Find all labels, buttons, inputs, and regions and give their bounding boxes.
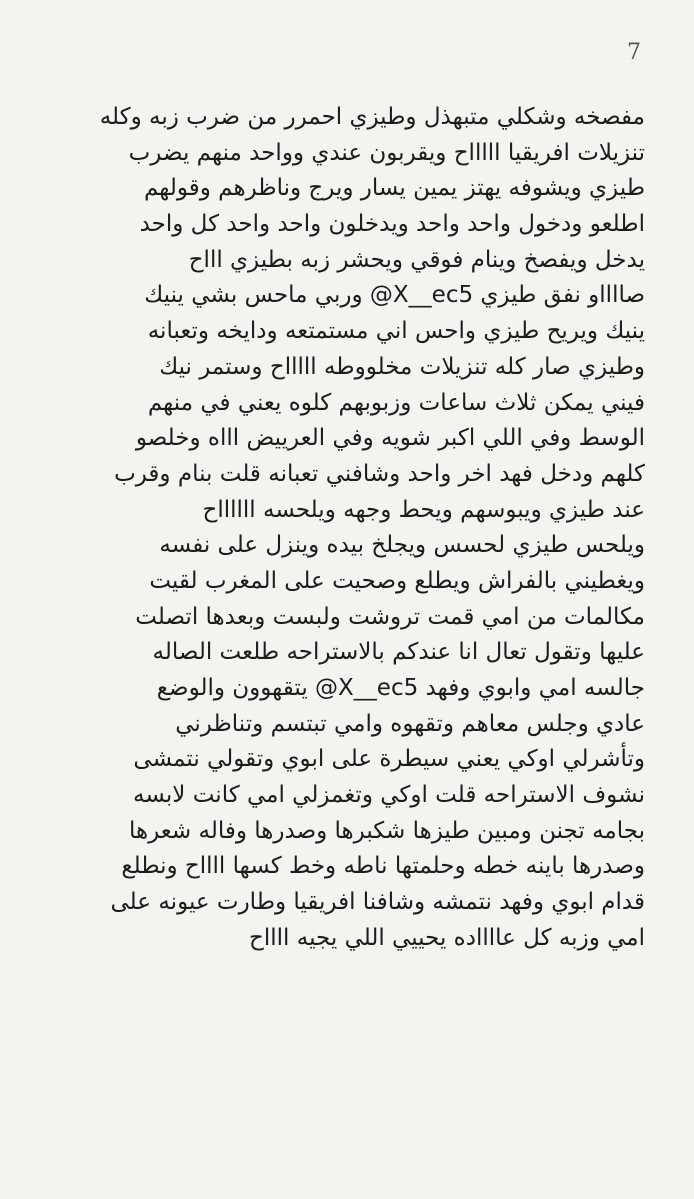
page-number: 7 [627,40,641,65]
text-line: بجامه تجنن ومبين طيزها شكبرها وصدرها وفاله شعرها [128,817,645,844]
text-line: وطيزي صار كله تنزيلات مخلووطه اااااح وستمر نيك [159,353,645,380]
text-line: عند طيزي ويبوسهم ويحط وجهه ويلحسه ااااااح [202,496,645,523]
text-line: يدخل ويفصخ وينام فوقي ويحشر زبه بطيزي اااح [188,246,645,273]
body-text [60,100,645,957]
text-line: طيزي ويشوفه يهتز يمين يسار ويرج وناظرهم وقولهم [143,175,645,202]
text-line: ويغطيني بالفراش ويطلع وصحيت على المغرب لقيت [149,567,645,594]
text-line: تنزيلات افريقيا اااااح ويقربون عندي وواحد منهم يضرب [128,139,645,166]
text-line: ويلحس طيزي لحسس ويجلخ بيده وينزل على نفسه [159,532,645,559]
text-line: امي وزبه كل عااااده يحييي اللي يجيه ااااح [249,924,645,951]
text-line: ينيك ويريح طيزي واحس اني مستمتعه ودايخه وتعبانه [147,318,645,345]
text-line: فيني يمكن ثلاث ساعات وزبوبهم كلوه يعني في منهم [147,389,645,416]
text-line: كلهم ودخل فهد اخر واحد وشافني تعبانه قلت بنام وقرب [114,460,645,487]
text-line: مكالمات من امي قمت تروشت ولبست وبعدها اتصلت [135,603,645,630]
text-line: الوسط وفي اللي اكبر شويه وفي العرييض اااه وخلصو [135,425,645,452]
text-line: وصدرها باينه خطه وحلمتها ناطه وخط كسها ااااح ونطلع [121,853,645,880]
text-line: نشوف الاستراحه قلت اوكي وتغمزلي امي كانت لابسه [133,782,645,809]
text-line: وتأشرلي اوكي يعني سيطرة على ابوي وتقولي نتمشى [133,746,645,773]
text-line: صااااو نفق طيزي X__ec5@ وربي ماحس بشي ينيك [144,282,645,309]
text-line: قدام ابوي وفهد نتمشه وشافنا افريقيا وطارت عيونه على [110,889,645,916]
text-line: عليها وتقول تعال انا عندكم بالاستراحه طلعت الصاله [152,639,645,666]
text-line: جالسه امي وابوي وفهد X__ec5@ يتقهوون والوضع [156,675,645,701]
text-line: اطلعو ودخول واحد واحد ويدخلون واحد واحد كل واحد [139,211,645,238]
text-line: مفصخه وشكلي متبهذل وطيزي احمرر من ضرب زبه وكله [99,104,645,130]
text-line: عادي وجلس معاهم وتقهوه وامي تبتسم وتناظرني [175,710,645,737]
